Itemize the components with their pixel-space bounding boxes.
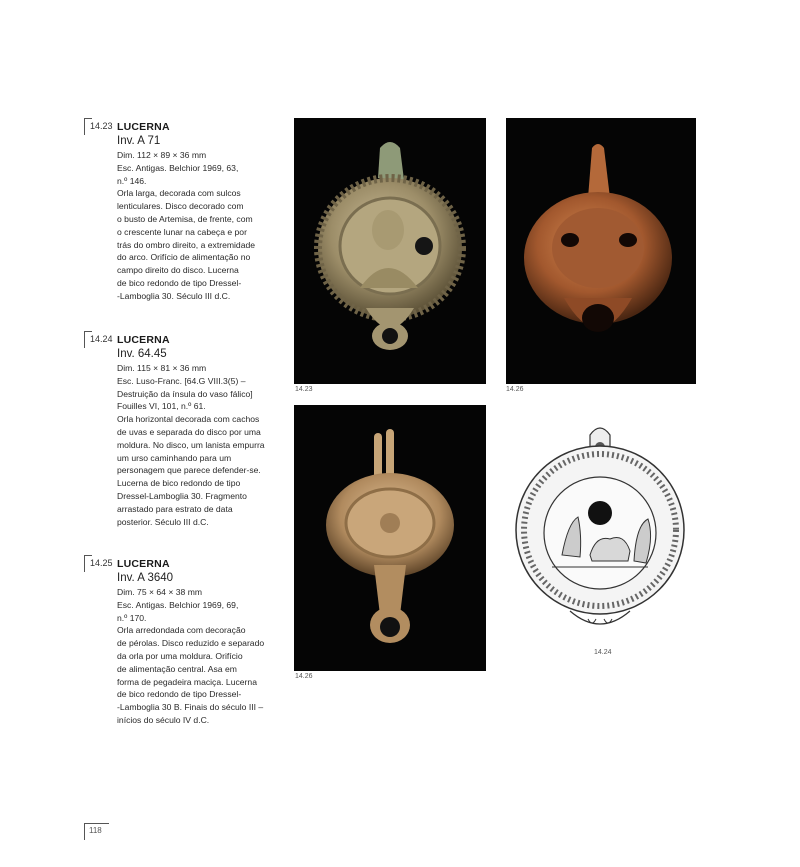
entry-inventory: Inv. A 71 xyxy=(117,135,161,147)
entry-description: Dim. 115 × 81 × 36 mm Esc. Luso-Franc. [64.G VIII.3(5) – Destruição da ínsula do vaso fálico] Fouilles VI, 101, n.º 61. Orla horizontal decorada com cachos de uvas e separada do disco por uma moldura. No disco, um lanista empurra um urso caminhando para um personagem que parece defender-se. Lucerna de bico redondo de tipo Dressel-Lamboglia 30. Fragmento arrastado para estrato de data posterior. Século III d.C. xyxy=(117,363,265,527)
photo-lamp-mask xyxy=(506,118,696,384)
lamp-drawing-image xyxy=(506,405,696,650)
page-number: 118 xyxy=(84,823,109,840)
lamp-mask-image xyxy=(506,118,696,384)
entry-number: 14.23 xyxy=(90,121,113,131)
entry-inventory: Inv. 64.45 xyxy=(117,348,167,360)
catalog-entry-14-23 xyxy=(84,118,280,303)
entry-title: LUCERNA xyxy=(117,334,170,346)
entry-inventory: Inv. A 3640 xyxy=(117,572,174,584)
entry-number: 14.25 xyxy=(90,558,113,568)
entry-number: 14.24 xyxy=(90,334,113,344)
catalog-entry-14-24 xyxy=(84,331,280,528)
photo-caption: 14.24 xyxy=(594,649,612,656)
photo-lamp-rosette xyxy=(294,405,486,671)
photo-caption: 14.23 xyxy=(295,386,313,393)
photo-caption: 14.26 xyxy=(506,386,524,393)
catalog-entry-14-25 xyxy=(84,555,280,727)
photo-caption: 14.26 xyxy=(295,673,313,680)
photo-lamp-artemis xyxy=(294,118,486,384)
lamp-artemis-image xyxy=(294,118,486,384)
entry-description: Dim. 112 × 89 × 36 mm Esc. Antigas. Belchior 1969, 63, n.º 146. Orla larga, decorada com sulcos lenticulares. Disco decorado com o busto de Artemisa, de frente, com o crescente lunar na cabeça e por trás do ombro direito, a extremidade do arco. Orifício de alimentação no campo direito do disco. Lucerna de bico redondo de tipo Dressel- -Lamboglia 30. Século III d.C. xyxy=(117,150,256,301)
entry-title: LUCERNA xyxy=(117,558,170,570)
entry-description: Dim. 75 × 64 × 38 mm Esc. Antigas. Belchior 1969, 69, n.º 170. Orla arredondada com decoração de pérolas. Disco reduzido e separado da orla por uma moldura. Orifício de alimentação central. Asa em forma de pegadeira maciça. Lucerna de bico redondo de tipo Dressel- -Lamboglia 30 B. Finais do século III – inícios do século IV d.C. xyxy=(117,587,265,725)
drawing-lamp-14-24 xyxy=(506,405,696,650)
lamp-rosette-image xyxy=(294,405,486,671)
entry-title: LUCERNA xyxy=(117,121,170,133)
